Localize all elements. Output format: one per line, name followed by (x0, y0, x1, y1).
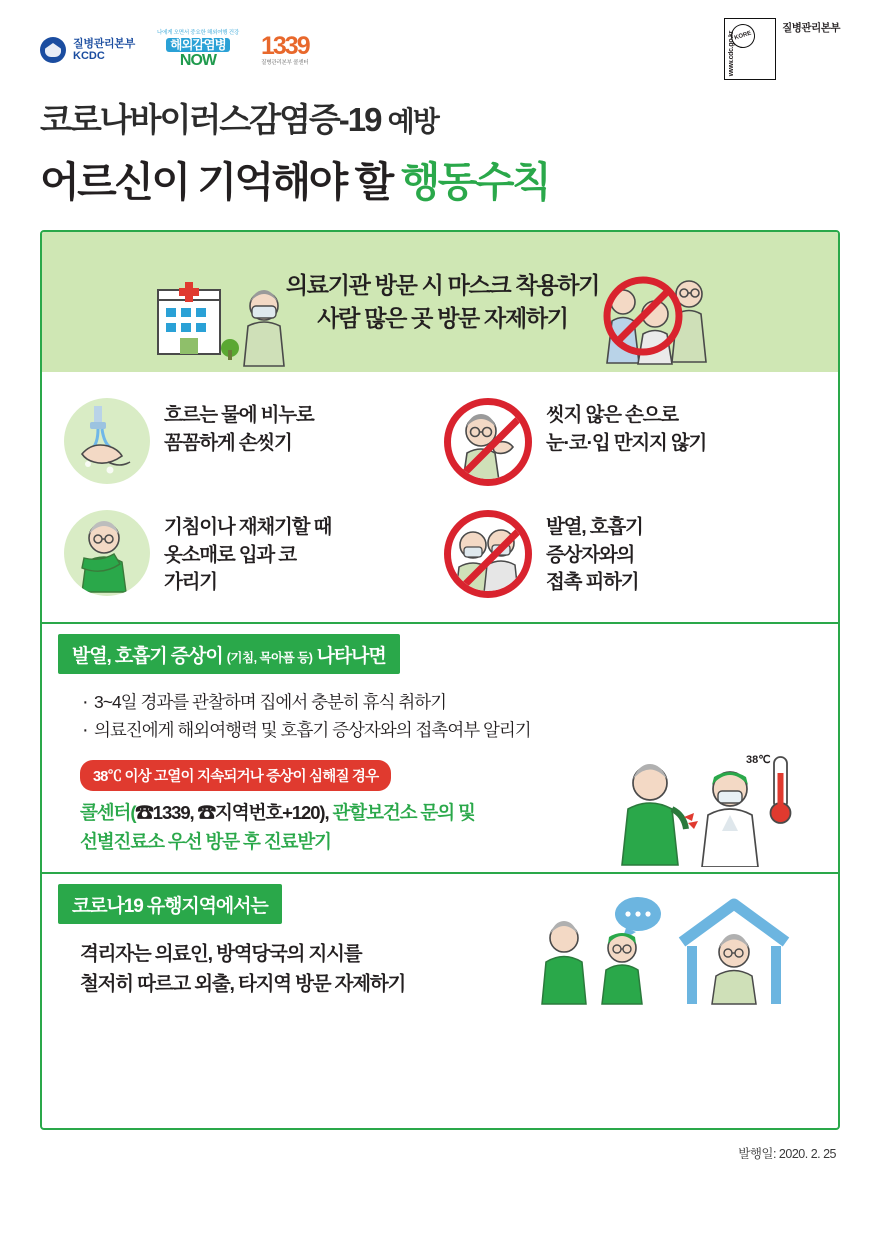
svg-text:38℃: 38℃ (746, 754, 771, 766)
tip-item-avoid-contact (440, 498, 820, 610)
now-logo-mid: 해외감염병 (166, 38, 229, 53)
call-line-prefix: 콜센터( (80, 802, 136, 823)
tip-text-line: 씻지 않은 손으로 (546, 404, 678, 426)
tip-text-cough-sleeve (164, 510, 331, 597)
region-section (42, 872, 838, 999)
hospital-icon (152, 276, 302, 376)
list-item: · 3~4일 경과를 관찰하며 집에서 충분히 휴식 취하기 (80, 688, 812, 716)
logo-row (40, 0, 840, 74)
tip-text-line: 증상자와의 (546, 543, 635, 566)
tip-text-line: 흐르는 물에 비누로 (164, 404, 314, 426)
region-section-body (58, 924, 822, 999)
list-item: · 의료진에게 해외여행력 및 호흡기 증상자와의 접촉여부 알리기 (80, 716, 812, 744)
page-title-line2 (40, 149, 840, 208)
tips-section (42, 372, 838, 614)
call-center-logo (260, 31, 309, 67)
title-line1-suffix: 예방 (387, 106, 438, 137)
page-title-line1 (40, 94, 840, 141)
symptom-label-main1: 발열, 호흡기 증상이 (72, 646, 223, 667)
patient-and-doctor-icon (588, 747, 818, 867)
symptom-label-main2: 나타나면 (316, 646, 386, 667)
kcdc-logo-en: KCDC (73, 50, 105, 62)
symptom-section-label (58, 634, 400, 674)
tip-item-handwash (60, 386, 440, 498)
tip-text-line: 발열, 호흡기 (546, 516, 643, 538)
overseas-infection-now-logo (157, 31, 239, 69)
call-center-number: 1339 (260, 31, 309, 60)
kcdc-stamp (724, 18, 840, 80)
stamp-url: www.cdc.go.kr (728, 30, 736, 76)
handwash-icon (64, 398, 150, 484)
now-logo-big: NOW (179, 51, 217, 69)
crowd-prohibited-icon (585, 268, 730, 373)
title-line1-main: 코로나바이러스감염증-19 (40, 101, 381, 138)
tip-text-avoid-contact (546, 510, 643, 597)
kcdc-logo (40, 37, 135, 63)
banner-line1: 의료기관 방문 시 마스크 착용하기 (285, 271, 600, 298)
stamp-label: 질병관리본부 (782, 22, 840, 34)
symptom-section (42, 622, 838, 856)
call-phone-local-120: ☎지역번호+120), (197, 802, 333, 823)
banner-section (42, 232, 838, 372)
tips-row-1 (60, 386, 820, 498)
kcdc-emblem-icon (40, 37, 66, 63)
symptom-bullet-list (58, 674, 822, 748)
symptom-label-small: (기침, 목아픔 등) (226, 651, 313, 665)
tip-item-touch-face (440, 386, 820, 498)
fever-warning-badge: 38℃ 이상 고열이 지속되거나 증상이 심해질 경우 (80, 760, 391, 791)
region-line1: 격리자는 의료인, 방역당국의 지시를 (80, 943, 362, 966)
contact-prohibited-icon (444, 510, 532, 598)
tip-text-line: 접촉 피하기 (546, 571, 639, 594)
title-line2-black: 어르신이 기억해야 할 (40, 159, 392, 205)
home-isolation-icon (522, 890, 822, 1010)
call-instruction-line2: 선별진료소 우선 방문 후 진료받기 (80, 830, 331, 852)
korea-seal-icon: KORE (728, 21, 758, 51)
content-card (40, 230, 840, 1130)
tip-text-line: 가리기 (164, 571, 217, 594)
tip-text-line: 눈·코·입 만지지 않기 (546, 431, 707, 454)
banner-text (286, 269, 599, 336)
stamp-box (724, 18, 776, 80)
tip-text-line: 옷소매로 입과 코 (164, 543, 296, 566)
cough-sleeve-icon (64, 510, 150, 596)
tips-row-2 (60, 498, 820, 610)
touch-face-prohibited-icon (444, 398, 532, 486)
tip-text-handwash (164, 398, 314, 457)
banner-line2: 사람 많은 곳 방문 자제하기 (317, 305, 568, 331)
region-line2: 철저히 따르고 외출, 타지역 방문 자제하기 (80, 972, 406, 995)
issued-date: 발행일: 2020. 2. 25 (738, 1147, 836, 1161)
call-line-suffix: 관할보건소 문의 및 (332, 802, 475, 823)
title-line2-green: 행동수칙 (400, 159, 550, 205)
call-center-sub: 질병관리본부 콜센터 (261, 59, 309, 66)
tip-text-line: 꼼꼼하게 손씻기 (164, 431, 292, 454)
tip-text-line: 기침이나 재채기할 때 (164, 516, 332, 538)
tip-item-cough-sleeve (60, 498, 440, 610)
now-logo-tagline: 나에게 오면서 중요한 해외여행 건강 (156, 30, 239, 37)
kcdc-logo-ko: 질병관리본부 (73, 37, 135, 50)
tip-text-touch-face (546, 398, 706, 457)
call-phone-1339: ☎1339, (135, 802, 198, 823)
region-section-label: 코로나19 유행지역에서는 (58, 884, 282, 924)
